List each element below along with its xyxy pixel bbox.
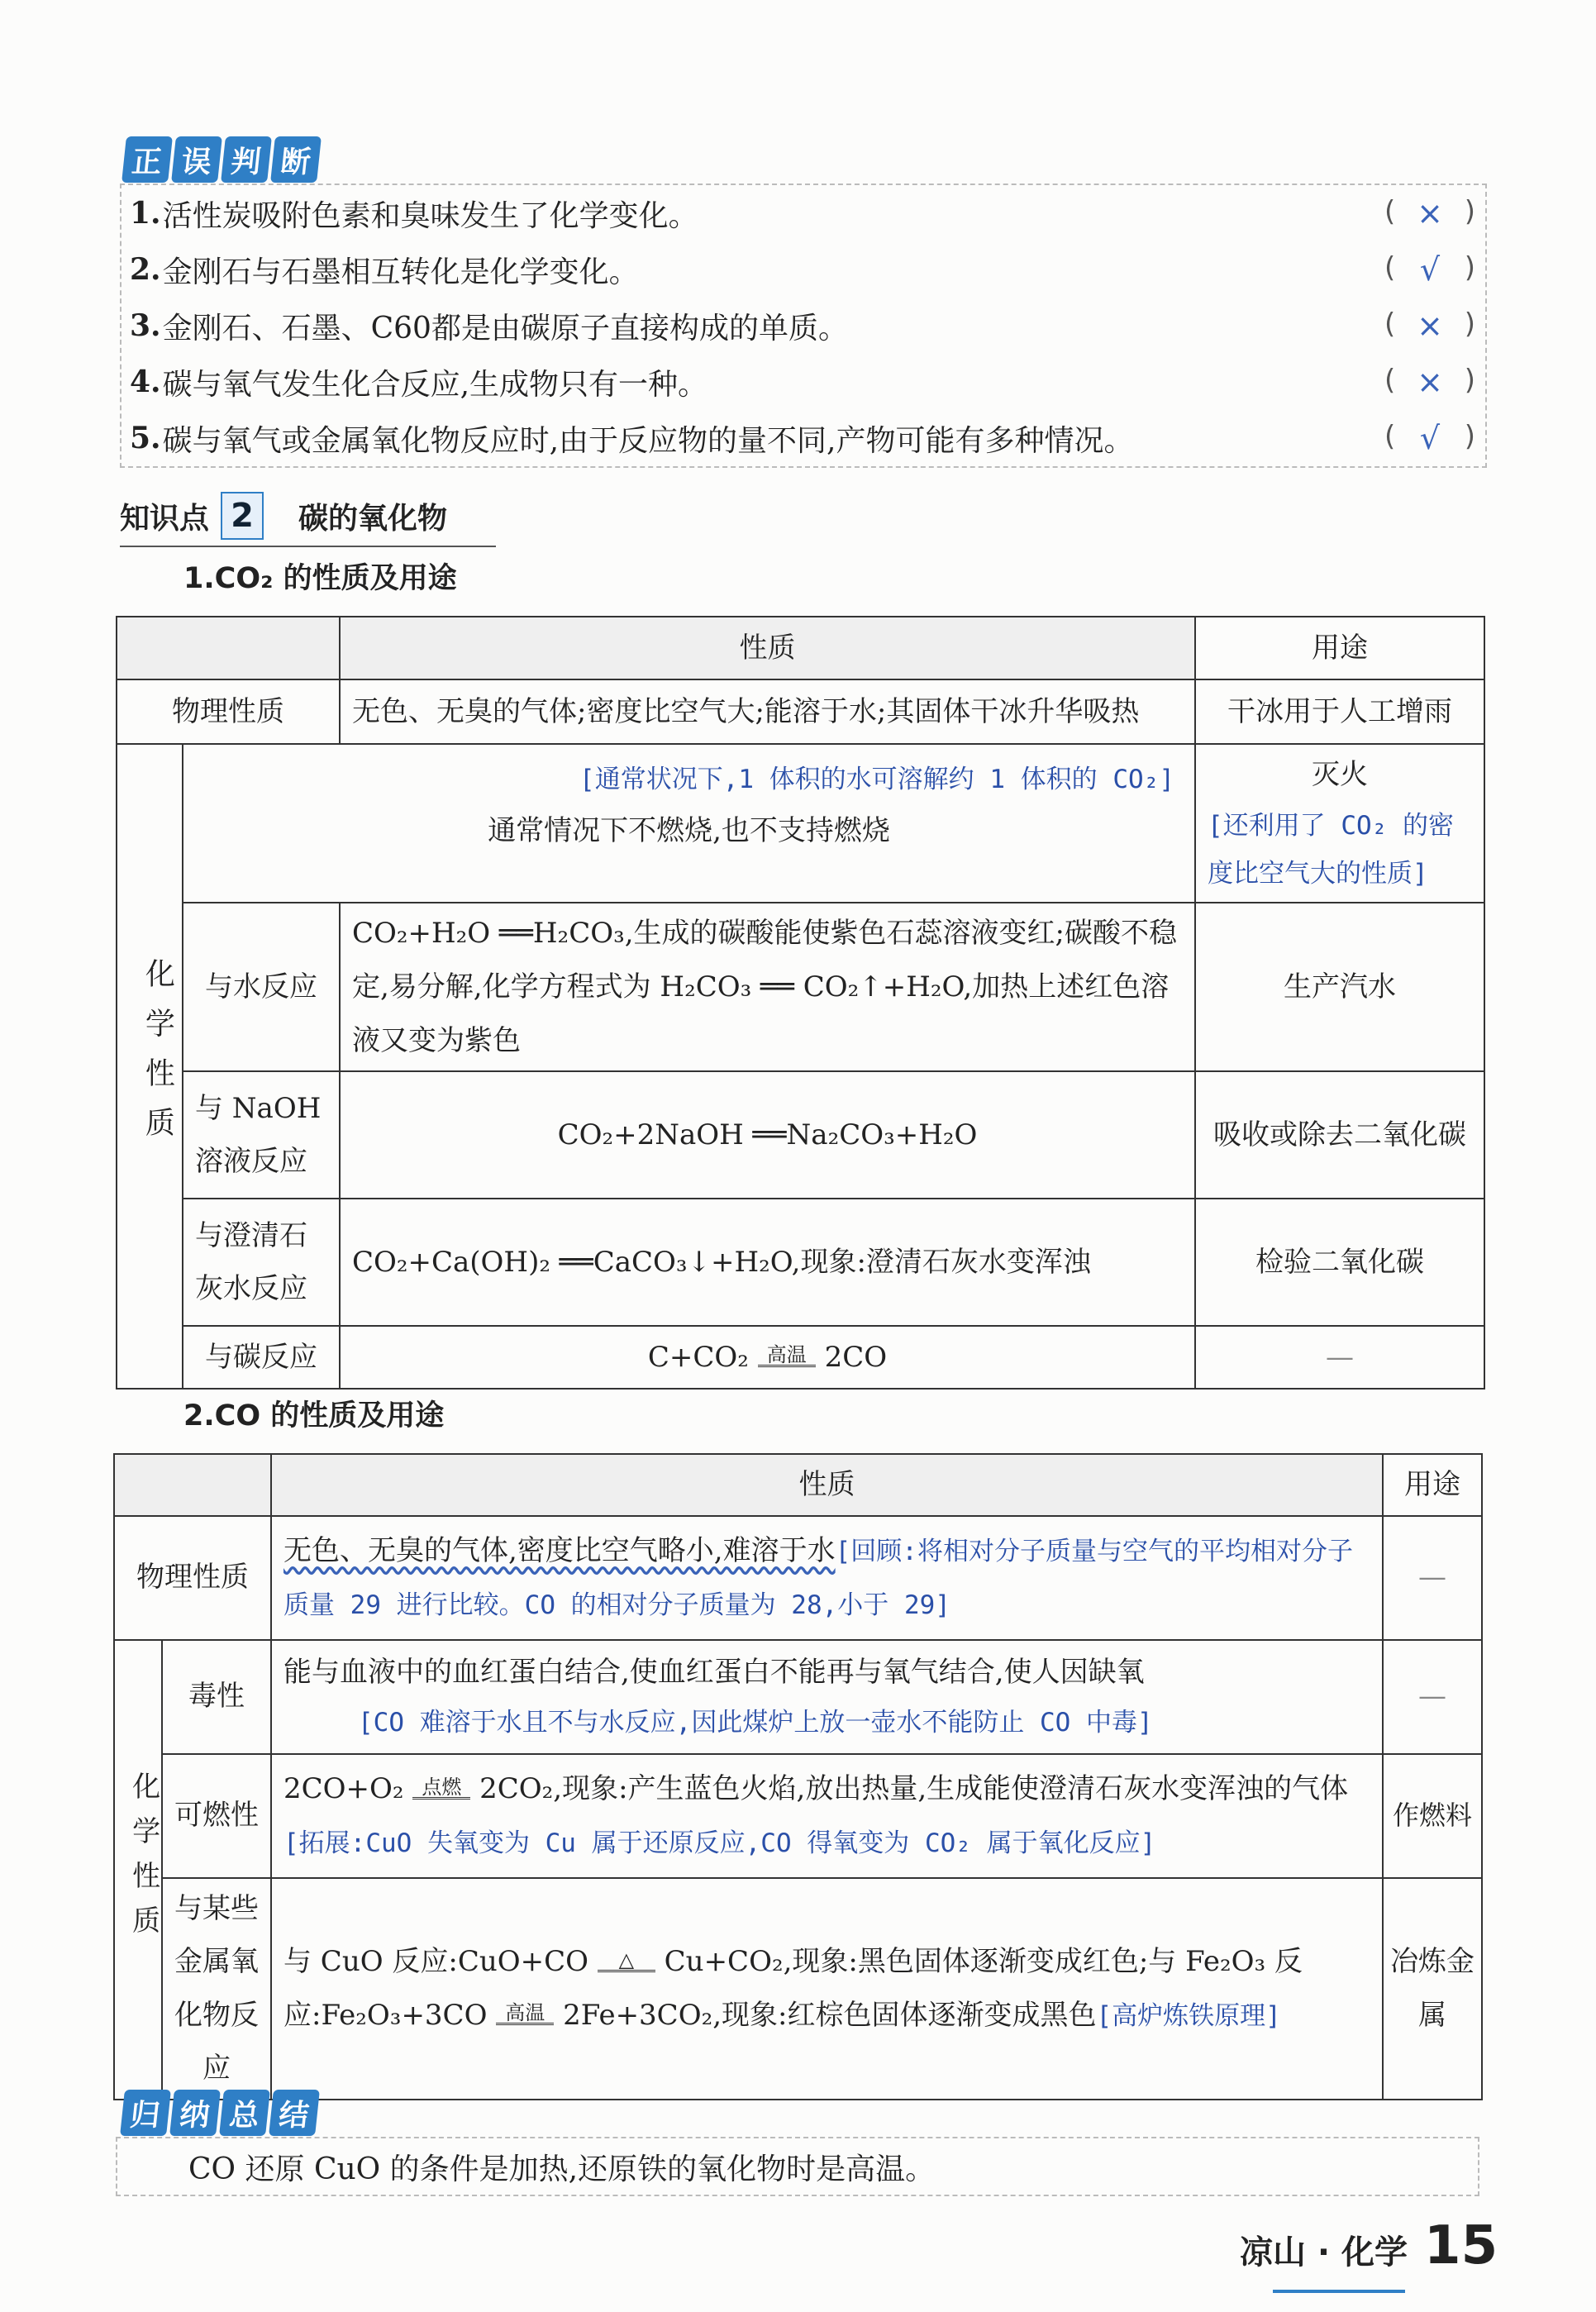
judge-tag-char: 判 <box>221 136 272 183</box>
co2-water-text: CO₂+H₂O ══H₂CO₃,生成的碳酸能使紫色石蕊溶液变红;碳酸不稳定,易分解,化学方程式为 H₂CO₃ ══ CO₂↑+H₂O,加热上述红色溶液又变为紫色 <box>340 903 1195 1071</box>
judge-tag-char: 正 <box>121 136 173 183</box>
co-fuel-text: 2CO₂,现象:产生蓝色火焰,放出热量,生成能使澄清石灰水变浑浊的气体 <box>479 1772 1349 1805</box>
footer-accent-bar <box>1273 2290 1405 2293</box>
co-table <box>113 1453 1483 2100</box>
judge-item <box>121 185 1485 241</box>
judge-tag <box>124 136 319 183</box>
co-toxic-cell <box>271 1640 1383 1754</box>
co2-lime-label: 与澄清石灰水反应 <box>183 1199 340 1326</box>
co-chem-label: 化学性质 <box>126 1771 160 1950</box>
co-metal-cond1: △ <box>618 1947 635 1971</box>
judge-item-text: 金刚石与石墨相互转化是化学变化。 <box>162 255 639 289</box>
co-phys-text: 无色、无臭的气体,密度比空气略小,难溶于水 <box>283 1534 836 1567</box>
judge-answer: ( × ) <box>1384 364 1475 400</box>
co-phys-label: 物理性质 <box>114 1516 271 1640</box>
judge-answer: ( √ ) <box>1384 251 1475 288</box>
co-toxic-text: 能与血液中的血红蛋白结合,使血红蛋白不能再与氧气结合,使人因缺氧 <box>283 1655 1145 1689</box>
page-footer <box>1240 2215 1498 2276</box>
co2-water-label: 与水反应 <box>183 903 340 1071</box>
knowledge-title: 碳的氧化物 <box>298 501 448 536</box>
co2-carbon-label: 与碳反应 <box>183 1326 340 1389</box>
co-fuel-cond: 点燃 <box>422 1775 462 1799</box>
co-metal-cond2: 高温 <box>505 2001 545 2025</box>
co-heading: 2.CO 的性质及用途 <box>183 1399 445 1432</box>
book-title: 凉山 · 化学 <box>1240 2233 1408 2271</box>
co-phys-cell <box>271 1516 1383 1640</box>
co-metal-arrow1 <box>598 1947 655 1977</box>
co-fuel-note: [拓展:CuO 失氧变为 Cu 属于还原反应,CO 得氧变为 CO₂ 属于氧化反应] <box>283 1828 1156 1858</box>
co2-carbon-arrow <box>758 1345 816 1372</box>
judge-item <box>121 298 1485 354</box>
judge-answer: ( √ ) <box>1384 420 1475 456</box>
co2-carbon-cond: 高温 <box>766 1343 807 1367</box>
knowledge-label: 知识点 <box>120 501 210 536</box>
summary-tag <box>122 2090 317 2136</box>
judge-item-text: 碳与氧气或金属氧化物反应时,由于反应物的量不同,产物可能有多种情况。 <box>162 423 1134 458</box>
co2-phys-text: 无色、无臭的气体;密度比空气大;能溶于水;其固体干冰升华吸热 <box>340 679 1195 744</box>
page-number: 15 <box>1424 2215 1498 2276</box>
judge-item-number: 1. <box>130 196 161 231</box>
knowledge-header <box>120 492 447 540</box>
co2-dissolve-note: [通常状况下,1 体积的水可溶解约 1 体积的 CO₂] <box>579 765 1174 795</box>
co-toxic-label: 毒性 <box>162 1640 271 1754</box>
judge-item-number: 2. <box>130 252 161 287</box>
co2-col-use: 用途 <box>1195 617 1484 679</box>
co-fuel-arrow <box>412 1777 470 1804</box>
co-phys-use: — <box>1383 1516 1482 1640</box>
knowledge-underline <box>120 546 496 547</box>
summary-tag-char: 总 <box>219 2090 270 2136</box>
co2-heading: 1.CO₂ 的性质及用途 <box>183 562 457 595</box>
co2-phys-label: 物理性质 <box>117 679 340 744</box>
co2-lime-text: CO₂+Ca(OH)₂ ══CaCO₃↓+H₂O,现象:澄清石灰水变浑浊 <box>340 1199 1195 1326</box>
co2-chem-label: 化学性质 <box>141 958 175 1157</box>
co-chem-label-cell <box>114 1640 162 2100</box>
judge-item-number: 3. <box>130 308 161 343</box>
co-toxic-use: — <box>1383 1640 1482 1754</box>
co2-header-blank <box>117 617 340 679</box>
summary-text: CO 还原 CuO 的条件是加热,还原铁的氧化物时是高温。 <box>188 2152 936 2186</box>
co2-chem-label-cell <box>117 744 183 1389</box>
judge-box <box>120 184 1487 468</box>
co2-table <box>116 616 1485 1390</box>
judge-tag-char: 断 <box>270 136 322 183</box>
co-metal-text3: 2Fe+3CO₂,现象:红棕色固体逐渐变成黑色 <box>563 1998 1097 2032</box>
co-metal-use: 冶炼金属 <box>1383 1878 1482 2100</box>
co-col-use: 用途 <box>1383 1454 1482 1516</box>
summary-box <box>116 2137 1479 2196</box>
co2-burn-cell <box>183 744 1195 903</box>
summary-tag-char: 纳 <box>169 2090 221 2136</box>
co-metal-cell <box>271 1878 1383 2100</box>
co-fuel-left: 2CO+O₂ <box>283 1772 404 1805</box>
co-fuel-cell <box>271 1754 1383 1878</box>
judge-item <box>121 410 1485 466</box>
knowledge-number: 2 <box>221 492 264 540</box>
co2-carbon-right: 2CO <box>824 1340 888 1374</box>
co2-carbon-use: — <box>1195 1326 1484 1389</box>
co2-naoh-text: CO₂+2NaOH ══Na₂CO₃+H₂O <box>340 1071 1195 1199</box>
co-metal-text1: 与 CuO 反应:CuO+CO <box>283 1945 589 1979</box>
judge-item-text: 碳与氧气发生化合反应,生成物只有一种。 <box>162 367 708 402</box>
judge-item-number: 4. <box>130 365 161 399</box>
co-fuel-label: 可燃性 <box>162 1754 271 1878</box>
judge-item <box>121 354 1485 410</box>
co-toxic-note: [CO 难溶于水且不与水反应,因此煤炉上放一壶水不能防止 CO 中毒] <box>358 1708 1153 1738</box>
co-metal-arrow2 <box>496 2003 554 2030</box>
co-col-property: 性质 <box>271 1454 1383 1516</box>
co2-burn-use-cell <box>1195 744 1484 903</box>
co2-lime-use: 检验二氧化碳 <box>1195 1199 1484 1326</box>
co2-naoh-use: 吸收或除去二氧化碳 <box>1195 1071 1484 1199</box>
judge-answer: ( × ) <box>1384 307 1475 344</box>
co2-water-use: 生产汽水 <box>1195 903 1484 1071</box>
summary-tag-char: 归 <box>120 2090 171 2136</box>
judge-answer: ( × ) <box>1384 195 1475 231</box>
co2-carbon-equation <box>340 1326 1195 1389</box>
co-header-blank <box>114 1454 271 1516</box>
co-metal-note: [高炉炼铁原理] <box>1096 2000 1281 2031</box>
co2-col-property: 性质 <box>340 617 1195 679</box>
judge-item-number: 5. <box>130 421 161 455</box>
judge-item-text: 活性炭吸附色素和臭味发生了化学变化。 <box>162 198 698 233</box>
co2-burn-use: 灭火 <box>1312 758 1368 791</box>
judge-item <box>121 241 1485 298</box>
co-phys-note: [回顾:将相对分子质量与空气的平均相对分子质量 29 进行比较。CO 的相对分子质量为 28,小于 29] <box>283 1537 1353 1620</box>
co-metal-label: 与某些金属氧化物反应 <box>162 1878 271 2100</box>
summary-tag-char: 结 <box>269 2090 320 2136</box>
co2-naoh-label: 与 NaOH 溶液反应 <box>183 1071 340 1199</box>
judge-tag-char: 误 <box>171 136 222 183</box>
co2-burn-use-note: [还利用了 CO₂ 的密度比空气大的性质] <box>1208 810 1454 889</box>
co-fuel-use: 作燃料 <box>1383 1754 1482 1878</box>
co2-carbon-left: C+CO₂ <box>647 1340 749 1374</box>
judge-item-text: 金刚石、石墨、C60都是由碳原子直接构成的单质。 <box>162 311 848 346</box>
co2-phys-use: 干冰用于人工增雨 <box>1195 679 1484 744</box>
co2-burn-text: 通常情况下不燃烧,也不支持燃烧 <box>488 814 890 848</box>
co-metal-text2: Cu+CO₂,现象:黑色固体逐渐变成红色;与 Fe₂O₃ 反应:Fe₂O₃+3CO <box>283 1945 1303 2032</box>
